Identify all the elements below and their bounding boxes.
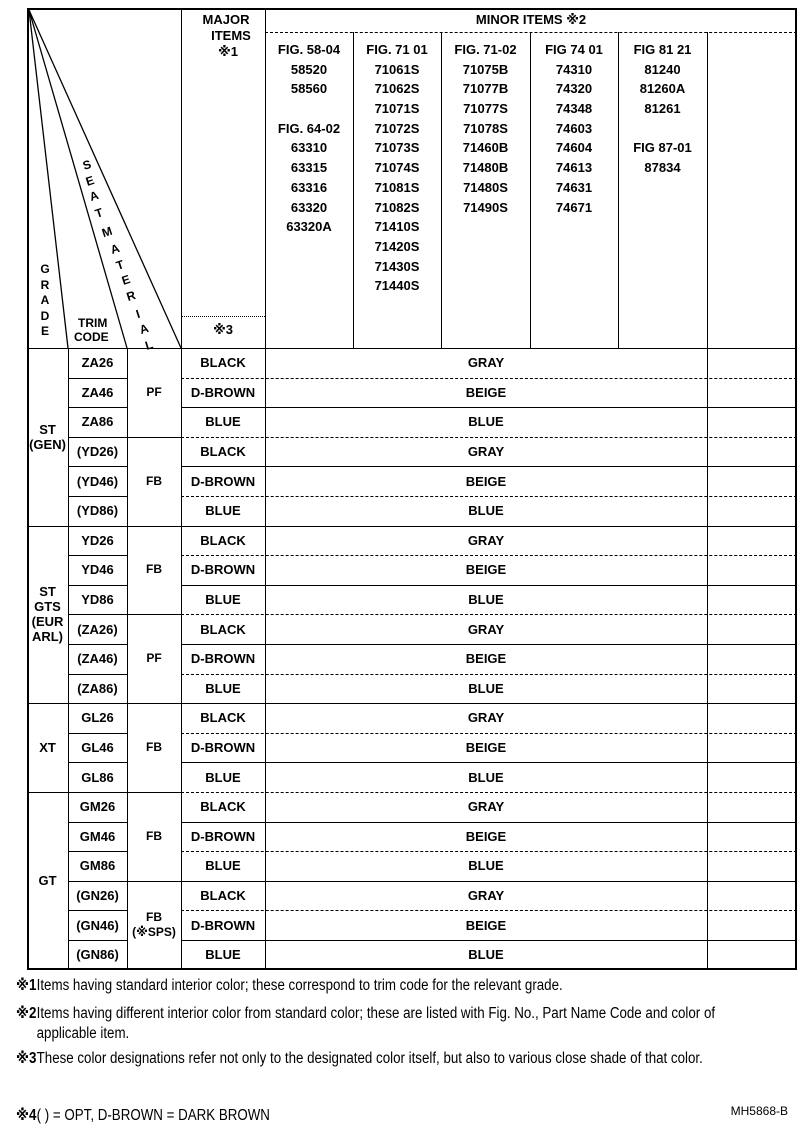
major-color-cell: D-BROWN [190,828,256,844]
trim-code-header [70,316,126,344]
seat-material-header-letter: S [81,157,93,173]
major-color-cell: BLACK [200,799,246,815]
grade-label: GTS [34,599,61,615]
trim-code-cell: ZA86 [81,414,114,430]
material-label: FB [146,910,162,925]
figure-code: MH5868-B [730,1104,788,1118]
footnote-mark: ※3 [16,1050,37,1067]
footnote [16,1004,790,1044]
material-label: FB [146,562,162,577]
fig-number: FIG. 58-04 [277,42,341,57]
major-color-cell: D-BROWN [190,740,256,756]
trim-code-cell: GM46 [79,828,116,844]
trim-code-cell: ZA26 [81,355,114,371]
footnote-text: Items having standard interior color; these correspond to trim code for the relevant grade. [36,977,563,994]
part-code: 81261 [644,101,681,117]
part-code: 74613 [555,160,593,176]
major-color-cell: BLUE [205,592,241,608]
seat-material-cell [127,703,181,792]
trim-code-cell: GL46 [81,740,114,756]
major-color-cell: BLACK [200,355,246,371]
seat-material-cell [127,526,181,615]
minor-color-cell: GRAY [467,799,505,815]
trim-code-cell: (GN46) [76,917,119,933]
major-color-cell: BLACK [200,444,246,460]
grade-label: (EUR [31,614,64,630]
footnote-text: ( ) = OPT, D-BROWN = DARK BROWN [36,1107,270,1124]
seat-material-cell [127,348,181,437]
major-items-header [181,12,265,60]
fig-number: FIG. 64-02 [277,120,341,136]
minor-color-cell: BLUE [468,592,504,608]
part-code: 58520 [290,61,328,77]
part-code: 81260A [639,81,686,97]
grade-cell [27,792,68,970]
minor-color-cell: GRAY [467,355,505,371]
part-code: 71430S [374,258,420,274]
footnote-mark: ※4 [16,1107,37,1124]
major-color-cell: BLUE [205,947,241,963]
part-code: 71061S [374,61,420,77]
seat-material-header-letter: M [100,223,114,241]
trim-code-cell: (GN86) [76,947,119,963]
minor-fig-column [265,40,353,237]
grade-cell [27,348,68,526]
trim-code-cell: GL86 [81,769,114,785]
part-code: 71480S [463,179,508,195]
footnote [16,1106,790,1126]
trim-code-cell: (YD26) [76,444,119,460]
trim-code-cell: (ZA46) [77,651,118,667]
seat-material-cell [127,792,181,881]
minor-color-cell: BLUE [468,680,504,696]
material-label: PF [146,651,162,666]
major-items-label-2: ITEMS [211,28,251,43]
trim-code-cell: (ZA86) [77,680,118,696]
minor-color-cell: BEIGE [465,828,507,844]
seat-material-cell [127,614,181,703]
major-color-cell: BLUE [205,680,241,696]
major-color-cell: BLACK [200,710,246,726]
trim-code-label-2: CODE [74,330,109,344]
major-color-cell: D-BROWN [190,384,256,400]
seat-material-header-letter: A [108,241,122,257]
minor-color-cell: BEIGE [465,651,507,667]
major-color-cell: D-BROWN [190,651,256,667]
grade-header-letter: A [40,293,50,307]
part-code: 58560 [290,81,328,97]
fig-number: FIG 81 21 [633,42,692,57]
grade-label: XT [39,740,56,756]
part-code [265,99,353,119]
minor-fig-column [530,40,618,217]
minor-color-cell: GRAY [467,444,505,460]
footnote-text: These color designations refer not only to the designated color itself, but also to various close shade of that color. [36,1050,703,1067]
seat-material-header-letter: L [143,337,155,353]
footnote-mark: ※2 [16,1005,37,1022]
major-items-label-1: MAJOR [202,12,250,27]
part-code: 71410S [374,219,420,235]
footnote-mark: ※1 [16,977,37,994]
trim-code-cell: YD46 [81,562,114,578]
minor-color-cell: BEIGE [465,917,507,933]
seat-material-header-letter: I [134,306,142,322]
part-code: 74604 [555,140,593,156]
minor-items-header: MINOR ITEMS ※2 [475,12,587,27]
part-code: 63316 [290,179,328,195]
fig-number: FIG. 71-02 [454,42,517,57]
major-color-cell: BLACK [200,621,246,637]
part-code [618,119,707,139]
part-code: 74631 [555,179,593,195]
trim-code-cell: YD86 [81,592,114,608]
minor-color-cell: BEIGE [465,384,507,400]
seat-material-header-letter: A [137,321,151,337]
part-code: 71077S [463,101,508,117]
footnote [16,1049,790,1069]
part-code: 74671 [555,199,593,215]
part-code: 63320A [286,219,332,235]
major-color-cell: D-BROWN [190,473,256,489]
grade-header-letter: D [40,308,50,323]
trim-code-label-1: TRIM [78,316,108,330]
minor-fig-column [441,40,530,217]
part-code: 74320 [555,81,593,97]
part-code: 81240 [644,61,681,77]
part-code: 71078S [463,120,508,136]
minor-fig-column [618,40,707,178]
minor-color-cell: BLUE [468,947,504,963]
footnote [16,976,790,996]
minor-color-cell: BLUE [468,414,504,430]
part-code: 63315 [290,160,328,176]
fig-number: FIG 87-01 [633,140,692,156]
trim-code-cell: (GN26) [76,888,119,904]
seat-material-header-letter: T [114,257,126,273]
minor-color-cell: GRAY [467,888,505,904]
major-color-cell: BLACK [200,888,246,904]
major-color-cell: BLUE [205,414,241,430]
seat-material-header-letter: A [87,188,101,204]
fig-number: FIG 74 01 [545,42,603,57]
minor-color-cell: GRAY [467,621,505,637]
grade-header-letter: E [40,324,49,338]
part-code: 63310 [290,140,328,156]
material-label: FB [146,473,162,488]
part-code: 71082S [374,199,420,215]
minor-color-cell: BEIGE [465,473,507,489]
part-code: 71074S [374,160,420,176]
material-label: FB [146,828,162,843]
part-code: 74348 [555,101,593,117]
grade-cell [27,703,68,792]
trim-code-cell: (ZA26) [77,621,118,637]
minor-color-cell: BEIGE [465,562,507,578]
trim-code-cell: YD26 [81,532,114,548]
part-code: 71073S [374,140,420,156]
trim-code-cell: GM86 [79,858,116,874]
major-color-cell: D-BROWN [190,917,256,933]
seat-material-header-letter: E [120,272,132,288]
trim-code-cell: ZA46 [81,384,114,400]
grade-header-letter: R [40,277,50,292]
part-code: 71072S [374,120,420,136]
part-code: 87834 [644,160,681,176]
minor-fig-column [353,40,441,296]
part-code: 71420S [374,238,420,254]
part-code: 71440S [374,278,420,294]
grade-label: ARL) [31,629,64,645]
part-code: 71077B [462,81,509,97]
minor-color-cell: GRAY [467,710,505,726]
grade-label: (GEN) [29,436,66,452]
minor-color-cell: BLUE [468,769,504,785]
major-color-cell: BLACK [200,532,246,548]
trim-code-cell: (YD46) [76,473,119,489]
grade-cell [27,526,68,704]
material-label: (※SPS) [132,925,176,940]
grade-label: ST [39,421,56,437]
footnote-text: Items having different interior color from standard color; these are listed with Fig. No., Part Name Code and color of applicable item. [36,1005,716,1042]
major-note-mark: ※3 [213,322,233,337]
minor-color-cell: GRAY [467,532,505,548]
trim-code-cell: (YD86) [76,503,119,519]
minor-color-cell: BLUE [468,858,504,874]
part-code: 71071S [374,101,420,117]
part-code: 71075B [462,61,509,77]
material-label: FB [146,740,162,755]
trim-code-cell: GM26 [79,799,116,815]
seat-material-header-letter: E [84,173,96,189]
minor-color-cell: BEIGE [465,740,507,756]
part-code: 71490S [463,199,508,215]
seat-material-cell [127,881,181,970]
material-label: PF [146,384,162,399]
minor-color-cell: BLUE [468,503,504,519]
major-items-label-3: ※1 [218,44,238,59]
part-code: 63320 [290,199,328,215]
seat-material-header-letter: T [93,205,105,221]
major-color-cell: BLUE [205,503,241,519]
grade-header-letter: G [40,262,50,276]
fig-number: FIG. 71 01 [366,42,428,57]
part-code: 71081S [374,179,420,195]
part-code: 71480B [462,160,509,176]
trim-code-cell: GL26 [81,710,114,726]
seat-material-header-letter: R [124,288,138,304]
part-code: 74603 [555,120,593,136]
major-color-cell: BLUE [205,858,241,874]
part-code: 71460B [462,140,509,156]
part-code: 74310 [555,61,593,77]
part-code: 71062S [374,81,420,97]
grade-label: GT [38,873,57,889]
grade-label: ST [39,584,56,600]
major-color-cell: D-BROWN [190,562,256,578]
seat-material-cell [127,437,181,526]
major-color-cell: BLUE [205,769,241,785]
